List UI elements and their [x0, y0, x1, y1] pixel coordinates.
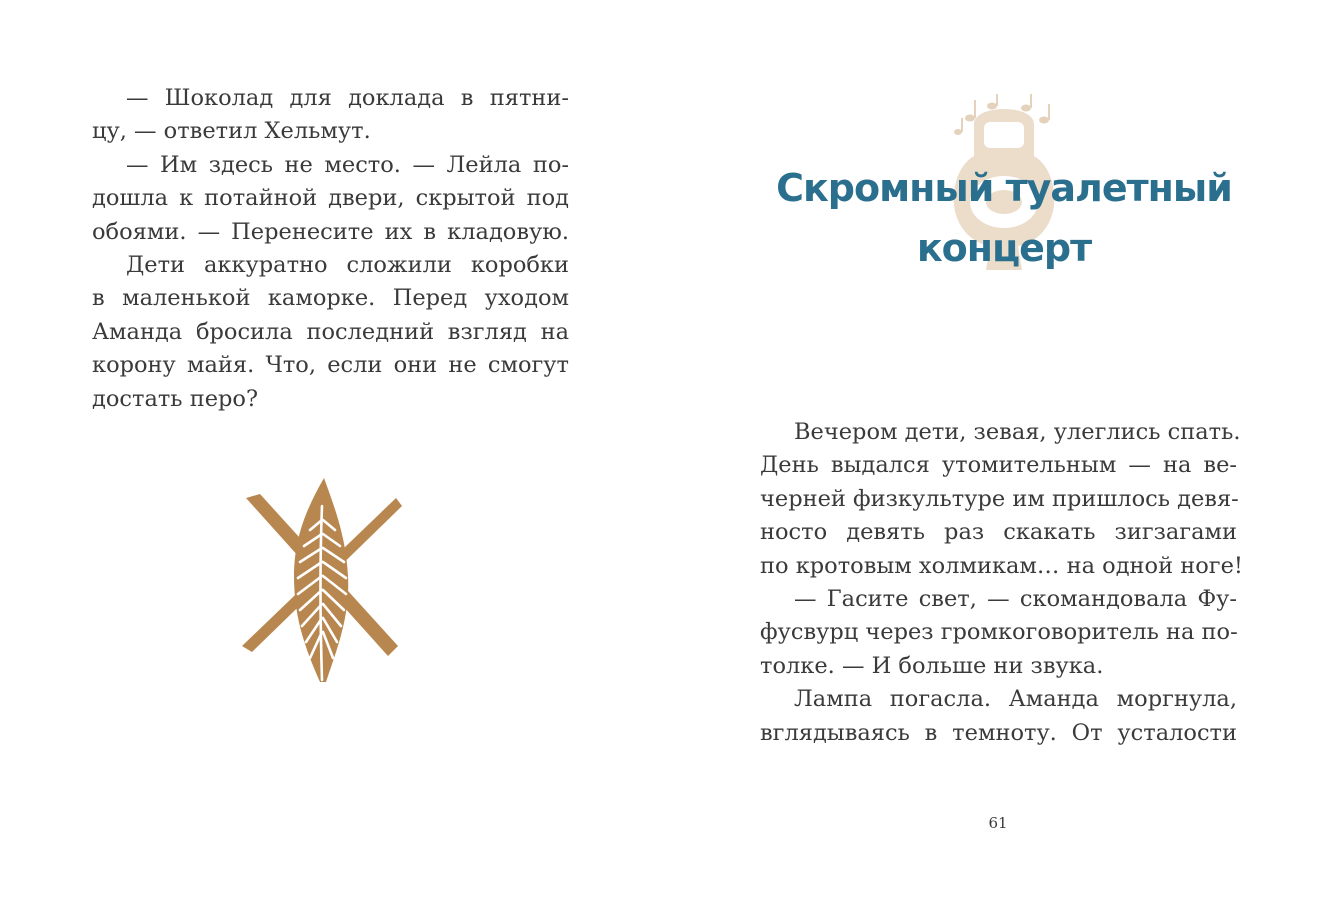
text-line: достать перо?	[92, 385, 259, 412]
text-line: — Гасите свет, — скомандовала Фу-	[794, 586, 1237, 613]
text-line: вглядываясь в темноту. От усталости	[760, 719, 1237, 746]
text-line: фусвурц через громкоговоритель на по-	[760, 619, 1238, 646]
text-line: по кротовым холмикам… на одной ноге!	[760, 552, 1243, 579]
text-line: — Им здесь не место. — Лейла по-	[126, 151, 569, 178]
text-line: носто девять раз скакать зигзагами	[760, 519, 1237, 546]
chapter-title	[764, 158, 1244, 278]
text-line: Лампа погасла. Аманда моргнула,	[794, 686, 1237, 713]
text-line: цу, — ответил Хельмут.	[92, 118, 371, 145]
chapter-heading	[764, 92, 1244, 292]
text-line: обоями. — Перенесите их в кладовую.	[92, 218, 569, 245]
crossed-sticks-feather-icon	[238, 476, 404, 686]
text-line: дошла к потайной двери, скрытой под	[92, 185, 569, 212]
chapter-title-line: Скромный туалетный	[776, 166, 1232, 210]
text-line: День выдался утомительным — на ве-	[760, 452, 1237, 479]
text-line: толке. — И больше ни звука.	[760, 652, 1104, 679]
text-line: — Шоколад для доклада в пятни-	[126, 85, 569, 111]
text-line: корону майя. Что, если они не смогут	[92, 352, 569, 379]
page-number: 61	[988, 814, 1008, 832]
text-line: Аманда бросила последний взгляд на	[92, 318, 569, 345]
text-line: Вечером дети, зевая, улеглись спать.	[794, 419, 1241, 445]
text-line: черней физкультуре им пришлось девя-	[760, 485, 1239, 512]
text-line: Дети аккуратно сложили коробки	[126, 252, 569, 279]
right-page	[668, 0, 1336, 900]
right-page-text	[760, 416, 1243, 750]
text-line: в маленькой каморке. Перед уходом	[92, 285, 569, 312]
chapter-title-line: концерт	[916, 226, 1092, 270]
left-page-text	[92, 82, 569, 416]
